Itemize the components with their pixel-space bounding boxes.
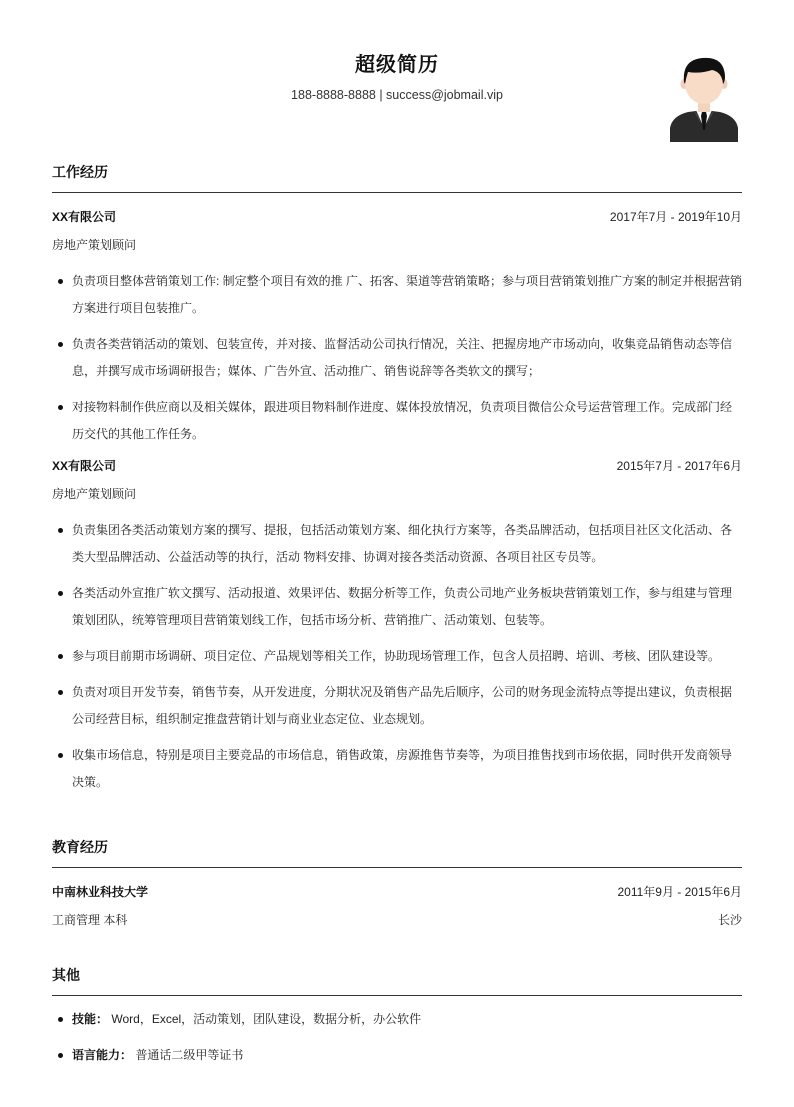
list-item: 负责项目整体营销策划工作: 制定整个项目有效的推 广、拓客、渠道等营销策略；参与项目营销策划推广方案的制定并根据营销方案进行项目包装推广。 [52,268,742,322]
major-degree: 工商管理 本科 [52,913,128,927]
other-list [52,1006,742,1069]
education-header [52,878,742,906]
list-item: 负责集团各类活动策划方案的撰写、提报，包括活动策划方案、细化执行方案等，各类品牌活动，包括项目社区文化活动、各类大型品牌活动、公益活动等的执行，活动 物料安排、协调对接各类活动资源、各项目社区专员等。 [52,517,742,571]
job-duties-list [52,268,742,448]
education-period: 2011年9月 - 2015年6月 [617,885,742,899]
other-section [52,963,742,1069]
job-header [52,452,742,480]
job-role-row [52,480,742,508]
contact-info: 188-8888-8888 | success@jobmail.vip [291,88,503,102]
job-period: 2017年7月 - 2019年10月 [609,210,742,224]
list-item: 参与项目前期市场调研、项目定位、产品规划等相关工作，协助现场管理工作，包含人员招聘、培训、考核、团队建设等。 [52,643,742,670]
resume-header [52,0,742,150]
list-item: 对接物料制作供应商以及相关媒体，跟进项目物料制作进度、媒体投放情况，负责项目微信公众号运营管理工作。完成部门经历交代的其他工作任务。 [52,394,742,448]
list-item: 负责对项目开发节奏，销售节奏，从开发进度，分期状况及销售产品先后顺序，公司的财务现金流特点等提出建议，负责根据公司经营目标，组织制定推盘营销计划与商业业态定位、业态规划。 [52,679,742,733]
education-detail [52,906,742,934]
list-item: 各类活动外宣推广软文撰写、活动报道、效果评估、数据分析等工作，负责公司地产业务板块营销策划工作，参与组建与管理策划团队，统筹管理项目营销策划线工作，包括市场分析、营销推广、活动策划、包装等。 [52,580,742,634]
language-value: 普通话二级甲等证书 [135,1048,244,1062]
work-section-title: 工作经历 [52,164,108,180]
job-role: 房地产策划顾问 [52,238,137,252]
skills-label: 技能： [72,1012,109,1026]
job-period: 2015年7月 - 2017年6月 [616,459,742,473]
candidate-name: 超级简历 [355,54,439,76]
job-role-row [52,231,742,259]
education-section-title: 教育经历 [52,839,108,855]
language-item [52,1042,742,1069]
job-header [52,203,742,231]
skills-item [52,1006,742,1033]
other-section-title: 其他 [52,967,80,983]
list-item: 收集市场信息，特别是项目主要竞品的市场信息，销售政策，房源推售节奏等，为项目推售找到市场依据，同时供开发商领导决策。 [52,742,742,796]
language-label: 语言能力： [72,1048,133,1062]
resume-page [52,0,743,1062]
education-section [52,835,742,934]
job-role: 房地产策划顾问 [52,487,137,501]
businessman-avatar-icon [668,50,740,142]
school-city: 长沙 [717,913,742,927]
job-duties-list [52,517,742,796]
company-name: XX有限公司 [52,459,117,473]
school-name: 中南林业科技大学 [52,885,149,899]
list-item: 负责各类营销活动的策划、包装宣传，并对接、监督活动公司执行情况，关注、把握房地产市场动向，收集竞品销售动态等信息，并撰写成市场调研报告；媒体、广告外宣、活动推广、销售说辞等各类软文的撰写； [52,331,742,385]
company-name: XX有限公司 [52,210,117,224]
work-experience-section [52,160,742,796]
skills-value: Word，Excel，活动策划，团队建设，数据分析，办公软件 [111,1012,422,1026]
